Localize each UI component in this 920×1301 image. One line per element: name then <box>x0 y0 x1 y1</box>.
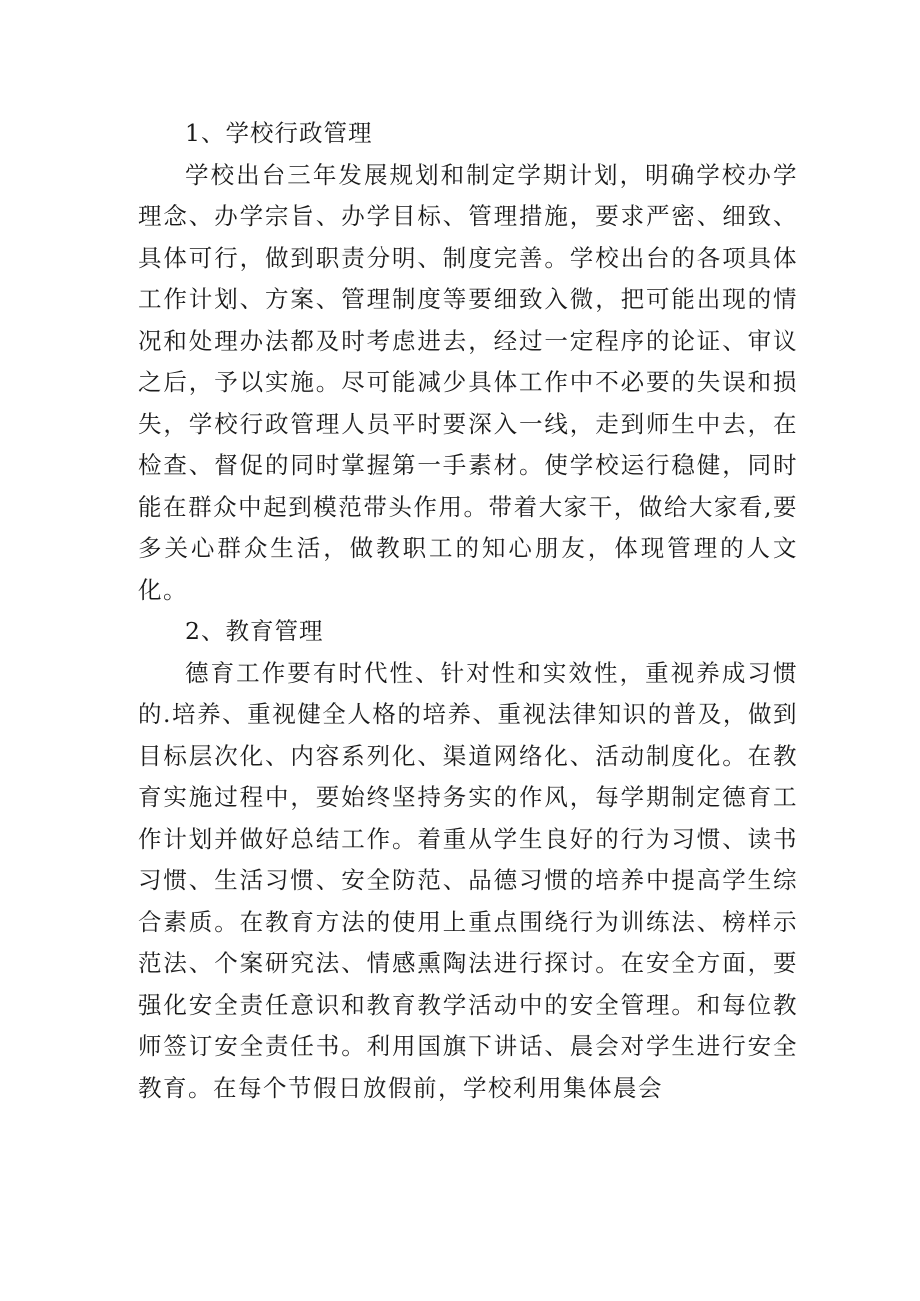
section-heading-administration: 1、学校行政管理 <box>185 119 373 147</box>
section-heading-education: 2、教育管理 <box>185 617 324 645</box>
document-body <box>138 113 798 1109</box>
section-paragraph-administration: 学校出台三年发展规划和制定学期计划，明确学校办学理念、办学宗旨、办学目标、管理措施，要求严密、细致、具体可行，做到职责分明、制度完善。学校出台的各项具体工作计划、方案、管理制度等要细致入微，把可能出现的情况和处理办法都及时考虑进去，经过一定程序的论证、审议之后，予以实施。尽可能减少具体工作中不必要的失误和损失，学校行政管理人员平时要深入一线，走到师生中去，在检查、督促的同时掌握第一手素材。使学校运行稳健，同时能在群众中起到模范带头作用。带着大家干，做给大家看,要多关心群众生活，做教职工的知心朋友，体现管理的人文化。 <box>138 160 798 604</box>
section-paragraph-education: 德育工作要有时代性、针对性和实效性，重视养成习惯的.培养、重视健全人格的培养、重视法律知识的普及，做到目标层次化、内容系列化、渠道网络化、活动制度化。在教育实施过程中，要始终坚持务实的作风，每学期制定德育工作计划并做好总结工作。着重从学生良好的行为习惯、读书习惯、生活习惯、安全防范、品德习惯的培养中提高学生综合素质。在教育方法的使用上重点围绕行为训练法、榜样示范法、个案研究法、情感熏陶法进行探讨。在安全方面，要强化安全责任意识和教育教学活动中的安全管理。和每位教师签订安全责任书。利用国旗下讲话、晨会对学生进行安全教育。在每个节假日放假前，学校利用集体晨会 <box>138 658 798 1102</box>
